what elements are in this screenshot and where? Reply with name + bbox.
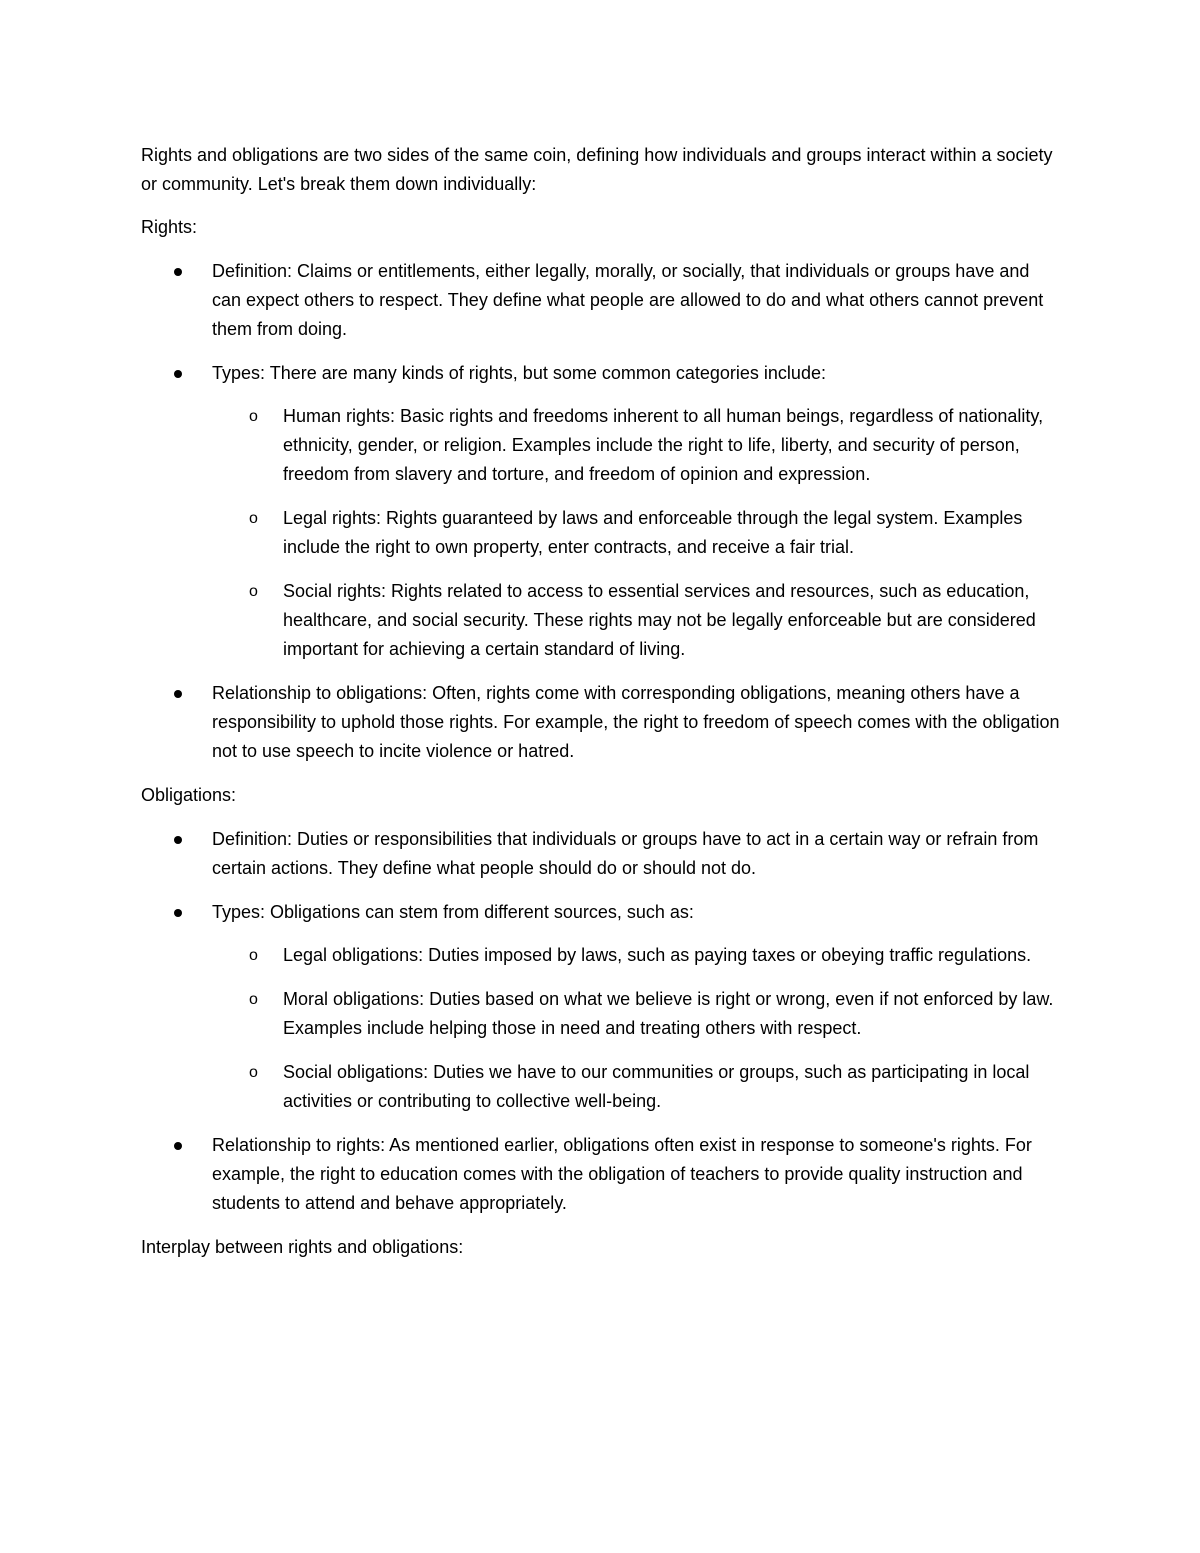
sublist-item — [212, 504, 1061, 562]
bullet-dot-icon — [174, 909, 182, 917]
sublist-item-text: Legal obligations: Duties imposed by laws, such as paying taxes or obeying traffic regulations. — [283, 945, 1032, 965]
bullet-dot-icon — [174, 1142, 182, 1150]
bullet-circle-icon: o — [249, 1064, 258, 1081]
sublist-item-text: Moral obligations: Duties based on what we believe is right or wrong, even if not enforced by law. Examples include helping those in need and treating others with respect. — [283, 989, 1054, 1038]
sublist-item-text: Human rights: Basic rights and freedoms inherent to all human beings, regardless of nationality, ethnicity, gender, or religion. Examples include the right to life, liberty, and security of person, freedom from slavery and torture, and freedom of opinion and expression. — [283, 406, 1044, 484]
bullet-circle-icon: o — [249, 408, 258, 425]
list-item — [141, 898, 1061, 1116]
list-item-text: Relationship to obligations: Often, rights come with corresponding obligations, meaning others have a responsibility to uphold those rights. For example, the right to freedom of speech comes with the obligation not to use speech to incite violence or hatred. — [212, 683, 1060, 761]
bullet-circle-icon: o — [249, 583, 258, 600]
sublist-item — [212, 402, 1061, 489]
list-item — [141, 1131, 1061, 1218]
sublist-item-text: Social obligations: Duties we have to our communities or groups, such as participating in local activities or contributing to collective well-being. — [283, 1062, 1030, 1111]
list-item — [141, 679, 1061, 766]
document-page — [141, 141, 1061, 1277]
bullet-circle-icon: o — [249, 510, 258, 527]
bullet-dot-icon — [174, 370, 182, 378]
interplay-heading: Interplay between rights and obligations: — [141, 1237, 464, 1257]
list-item — [141, 825, 1061, 883]
obligations-list — [141, 825, 1061, 1218]
obligations-types-sublist — [212, 941, 1061, 1116]
sublist-item-text: Legal rights: Rights guaranteed by laws and enforceable through the legal system. Examples include the right to own property, enter contracts, and receive a fair trial. — [283, 508, 1023, 557]
sublist-item — [212, 577, 1061, 664]
sublist-item — [212, 1058, 1061, 1116]
bullet-dot-icon — [174, 836, 182, 844]
list-item — [141, 359, 1061, 664]
rights-heading: Rights: — [141, 217, 198, 237]
sublist-item-text: Social rights: Rights related to access to essential services and resources, such as education, healthcare, and social security. These rights may not be legally enforceable but are considered important for achieving a certain standard of living. — [283, 581, 1036, 659]
bullet-circle-icon: o — [249, 991, 258, 1008]
sublist-item — [212, 941, 1061, 970]
intro-paragraph: Rights and obligations are two sides of the same coin, defining how individuals and groups interact within a society or community. Let's break them down individually: — [141, 145, 1053, 194]
list-item-text: Definition: Duties or responsibilities that individuals or groups have to act in a certain way or refrain from certain actions. They define what people should do or should not do. — [212, 829, 1039, 878]
rights-list — [141, 257, 1061, 766]
bullet-circle-icon: o — [249, 947, 258, 964]
list-item-text: Relationship to rights: As mentioned earlier, obligations often exist in response to someone's rights. For example, the right to education comes with the obligation of teachers to provide quality instruction and students to attend and behave appropriately. — [212, 1135, 1032, 1213]
bullet-dot-icon — [174, 268, 182, 276]
bullet-dot-icon — [174, 690, 182, 698]
list-item-text: Types: There are many kinds of rights, but some common categories include: — [212, 363, 826, 383]
obligations-heading: Obligations: — [141, 785, 237, 805]
sublist-item — [212, 985, 1061, 1043]
list-item-text: Definition: Claims or entitlements, either legally, morally, or socially, that individuals or groups have and can expect others to respect. They define what people are allowed to do and what others cannot prevent them from doing. — [212, 261, 1044, 339]
list-item-text: Types: Obligations can stem from different sources, such as: — [212, 902, 694, 922]
rights-types-sublist — [212, 402, 1061, 664]
list-item — [141, 257, 1061, 344]
